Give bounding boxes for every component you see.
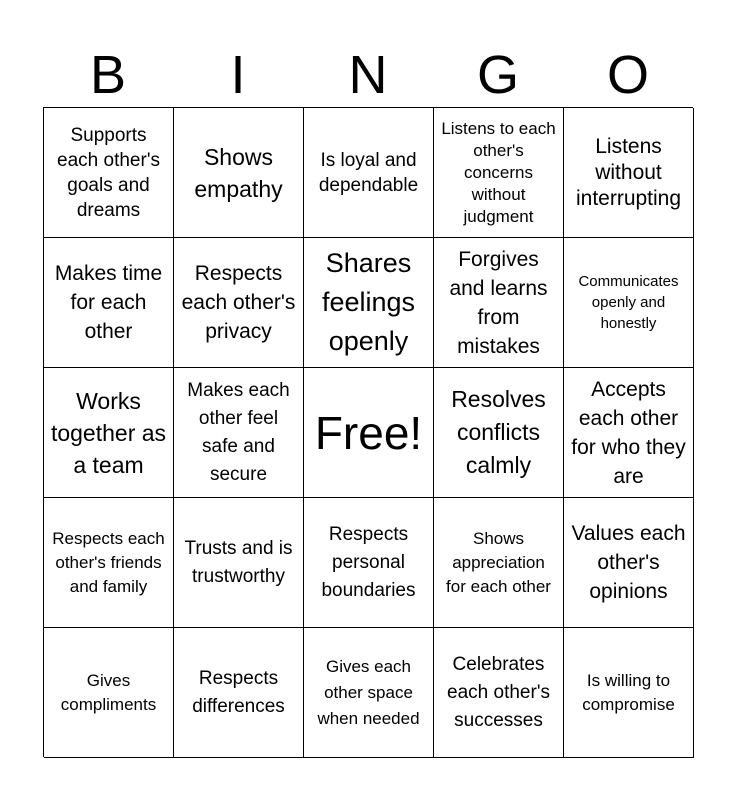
bingo-cell[interactable] — [44, 108, 174, 238]
bingo-cell[interactable] — [434, 108, 564, 238]
bingo-cell[interactable] — [564, 498, 694, 628]
bingo-cell[interactable] — [44, 628, 174, 758]
free-space-cell[interactable] — [304, 368, 434, 498]
bingo-cell[interactable] — [304, 628, 434, 758]
cell-text: Accepts each other for who they are — [571, 377, 686, 488]
bingo-cell[interactable] — [304, 238, 434, 368]
cell-text: Listens to each other's concerns without judgment — [441, 118, 556, 226]
cell-text: Trusts and is trustworthy — [184, 537, 293, 587]
bingo-cell[interactable] — [174, 628, 304, 758]
bingo-cell[interactable] — [434, 238, 564, 368]
bingo-cell[interactable] — [564, 108, 694, 238]
bingo-cell[interactable] — [304, 498, 434, 628]
free-space-label: Free! — [314, 406, 423, 459]
bingo-cell[interactable] — [304, 108, 434, 238]
bingo-cell[interactable] — [434, 498, 564, 628]
cell-text: Is willing to compromise — [582, 670, 675, 714]
header-letter-i: I — [230, 45, 246, 105]
header-letter-o: O — [606, 45, 649, 105]
bingo-cell[interactable] — [564, 368, 694, 498]
cell-text: Communicates openly and honestly — [578, 273, 679, 332]
cell-text: Resolves conflicts calmly — [451, 386, 546, 478]
header-letter-g: G — [476, 45, 519, 105]
cell-text: Respects differences — [192, 667, 285, 717]
bingo-cell[interactable] — [44, 498, 174, 628]
cell-text: Forgives and learns from mistakes — [449, 247, 548, 358]
bingo-header — [43, 44, 693, 106]
bingo-cell[interactable] — [44, 238, 174, 368]
cell-text: Supports each other's goals and dreams — [57, 124, 160, 221]
cell-text: Shows appreciation for each other — [446, 528, 551, 596]
bingo-cell[interactable] — [44, 368, 174, 498]
bingo-cell[interactable] — [564, 238, 694, 368]
cell-text: Makes each other feel safe and secure — [187, 379, 290, 485]
cell-text: Shares feelings openly — [321, 248, 416, 356]
bingo-cell[interactable] — [174, 368, 304, 498]
cell-text: Respects personal boundaries — [321, 523, 416, 601]
cell-text: Values each other's opinions — [571, 522, 686, 603]
bingo-cell[interactable] — [174, 498, 304, 628]
cell-text: Is loyal and dependable — [318, 149, 419, 196]
bingo-cell[interactable] — [434, 628, 564, 758]
cell-text: Celebrates each other's successes — [447, 653, 550, 731]
cell-text: Shows empathy — [194, 143, 283, 202]
bingo-cell[interactable] — [564, 628, 694, 758]
header-letter-n: N — [348, 45, 388, 105]
header-letter-b: B — [89, 45, 127, 105]
bingo-cell[interactable] — [434, 368, 564, 498]
cell-text: Works together as a team — [50, 387, 167, 478]
cell-text: Respects each other's privacy — [181, 262, 296, 343]
bingo-cell[interactable] — [174, 238, 304, 368]
cell-text: Gives each other space when needed — [317, 656, 420, 728]
cell-text: Gives compliments — [60, 670, 157, 714]
cell-text: Makes time for each other — [54, 262, 163, 343]
bingo-card-grid — [43, 107, 693, 757]
bingo-cell[interactable] — [174, 108, 304, 238]
cell-text: Respects each other's friends and family — [52, 528, 165, 596]
cell-text: Listens without interrupting — [575, 134, 682, 210]
